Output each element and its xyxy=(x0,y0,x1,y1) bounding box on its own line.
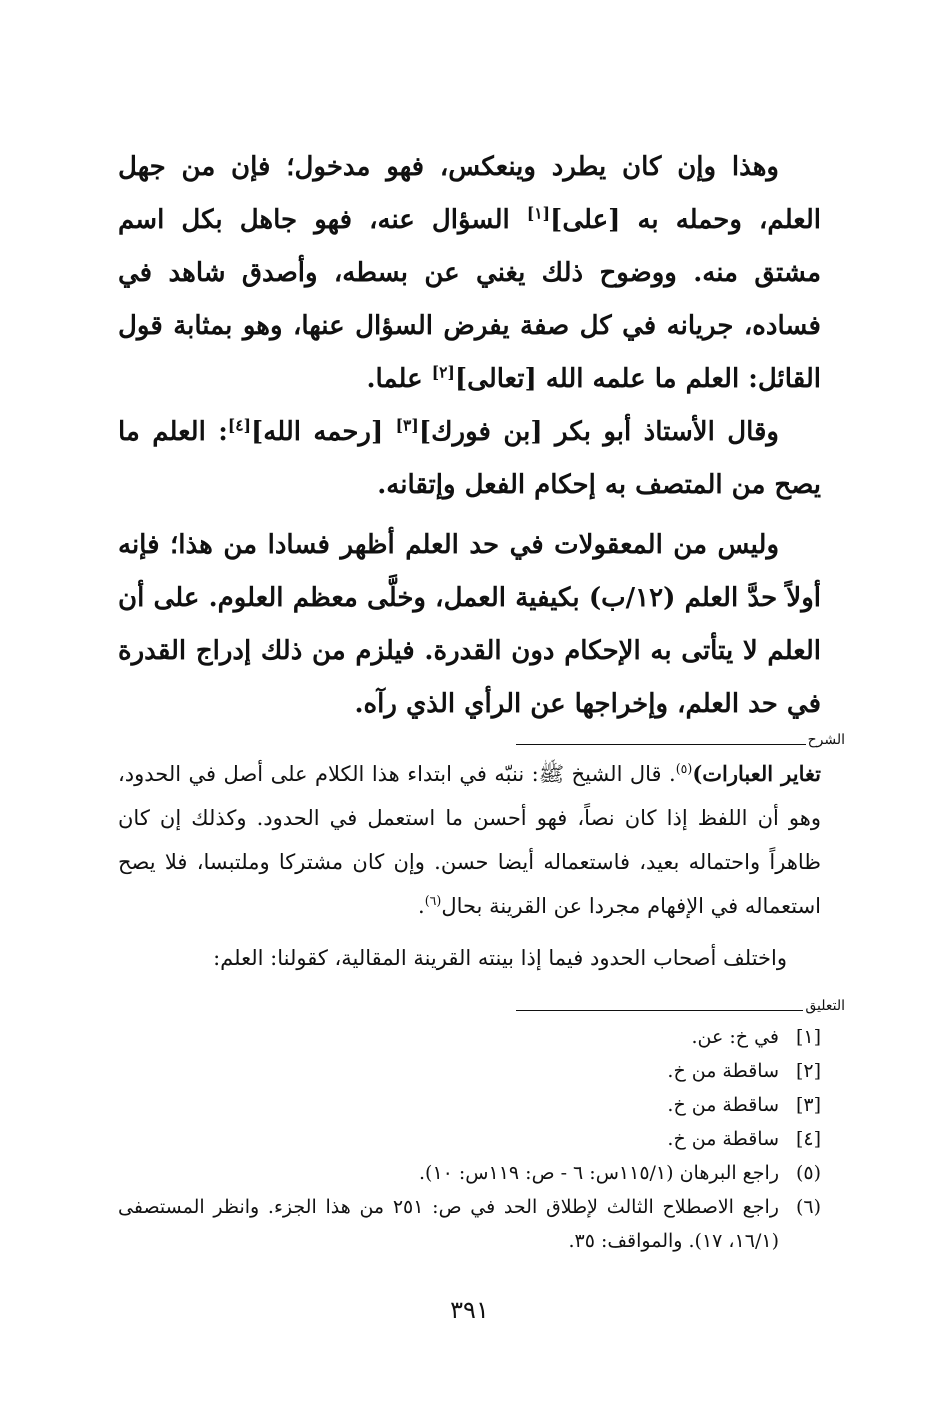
taliq-divider xyxy=(516,998,845,1014)
main-paragraph-1-text-c: علما. xyxy=(366,364,432,394)
footnote-ref-1[interactable]: [١] xyxy=(526,203,551,223)
footnote-item xyxy=(118,1156,821,1190)
footnote-text: في خ: عن. xyxy=(691,1026,779,1048)
sharh-section xyxy=(118,752,821,980)
sharh-paragraph-1-text: . قال الشيخ ﷺ: ننبّه في ابتداء هذا الكلام على أصل في الحدود، وهو أن اللفظ إذا كان نصاً، فهو أحسن ما استعمل في الحدود. وكذلك إن كان ظاهراً واحتماله بعيد، فاستعماله أيضا حسن. وإن كان مشتركا وملتبسا، فلا يصح استعماله في الإفهام مجردا عن القرينة بحال xyxy=(118,762,821,918)
footnote-ref-4[interactable]: [٤] xyxy=(227,415,251,435)
footnote-item xyxy=(118,1054,821,1088)
sharh-divider xyxy=(516,732,845,748)
main-paragraph-1-text-b: السؤال عنه، فهو جاهل بكل اسم مشتق منه. ووضوح ذلك يغني عن بسطه، وأصدق شاهد في فساده، جريانه في كل صفة يفرض السؤال عنها، وهو بمثابة قول القائل: العلم ما علمه الله [تعالى] xyxy=(118,205,821,394)
sharh-paragraph-2: واختلف أصحاب الحدود فيما إذا بينته القرينة المقالية، كقولنا: العلم: xyxy=(213,946,787,970)
footnote-text: ساقطة من خ. xyxy=(667,1128,779,1150)
footnote-ref-3[interactable]: [٣] xyxy=(395,415,419,435)
footnote-number: (٥) xyxy=(795,1162,821,1184)
footnote-item xyxy=(118,1190,821,1258)
main-text xyxy=(118,141,821,731)
main-paragraph-1-text-a: وهذا وإن كان يطرد وينعكس، فهو مدخول؛ فإن من جهل العلم، وحمله به [على] xyxy=(118,152,821,235)
main-paragraph-2-text-c: : العلم ما يصح من المتصف به إحكام الفعل وإتقانه. xyxy=(118,417,821,500)
sharh-rule xyxy=(516,744,806,745)
main-paragraph-2 xyxy=(118,406,821,512)
sharh-label: الشرح xyxy=(807,732,845,748)
footnote-number: [١] xyxy=(795,1026,821,1048)
footnote-item xyxy=(118,1122,821,1156)
sharh-paragraph-1 xyxy=(118,752,821,928)
sharh-lead-term: تغاير العبارات) xyxy=(692,761,821,786)
footnote-text: راجع البرهان (١١٥/١س: ٦ - ص: ١١٩س: ١٠). xyxy=(418,1162,779,1184)
footnote-text: ساقطة من خ. xyxy=(667,1094,779,1116)
footnote-ref-6[interactable]: (٦) xyxy=(424,893,442,908)
footnote-text: ساقطة من خ. xyxy=(667,1060,779,1082)
taliq-label: التعليق xyxy=(805,998,845,1014)
footnote-number: [٣] xyxy=(795,1094,821,1116)
footnote-ref-2[interactable]: [٢] xyxy=(431,362,455,382)
footnote-number: [٢] xyxy=(795,1060,821,1082)
footnote-number: (٦) xyxy=(795,1196,821,1218)
footnote-number: [٤] xyxy=(795,1128,821,1150)
main-paragraph-2-text-b: [رحمه الله] xyxy=(250,417,396,447)
main-paragraph-3: وليس من المعقولات في حد العلم أظهر فسادا من هذا؛ فإنه أولاً حدَّ العلم (١٢/ب) بكيفية العمل، وخلَّى معظم العلوم. على أن العلم لا يتأتى به الإحكام دون القدرة. فيلزم من ذلك إدراج القدرة في حد العلم، وإخراجها عن الرأي الذي رآه. xyxy=(118,530,822,719)
sharh-paragraph-1-end: . xyxy=(418,894,425,918)
main-paragraph-1 xyxy=(118,141,821,406)
footnote-item xyxy=(118,1088,821,1122)
footnote-ref-5[interactable]: (٥) xyxy=(675,761,693,776)
page-number: ٣٩١ xyxy=(450,1296,489,1324)
footnotes xyxy=(118,1020,821,1258)
main-paragraph-2-text-a: وقال الأستاذ أبو بكر [بن فورك] xyxy=(418,417,779,447)
taliq-rule xyxy=(516,1010,803,1011)
footnote-item xyxy=(118,1020,821,1054)
footnote-text: راجع الاصطلاح الثالث لإطلاق الحد في ص: ٢٥١ من هذا الجزء. وانظر المستصفى (١٦/١، ١٧). والمواقف: ٣٥. xyxy=(118,1196,779,1252)
